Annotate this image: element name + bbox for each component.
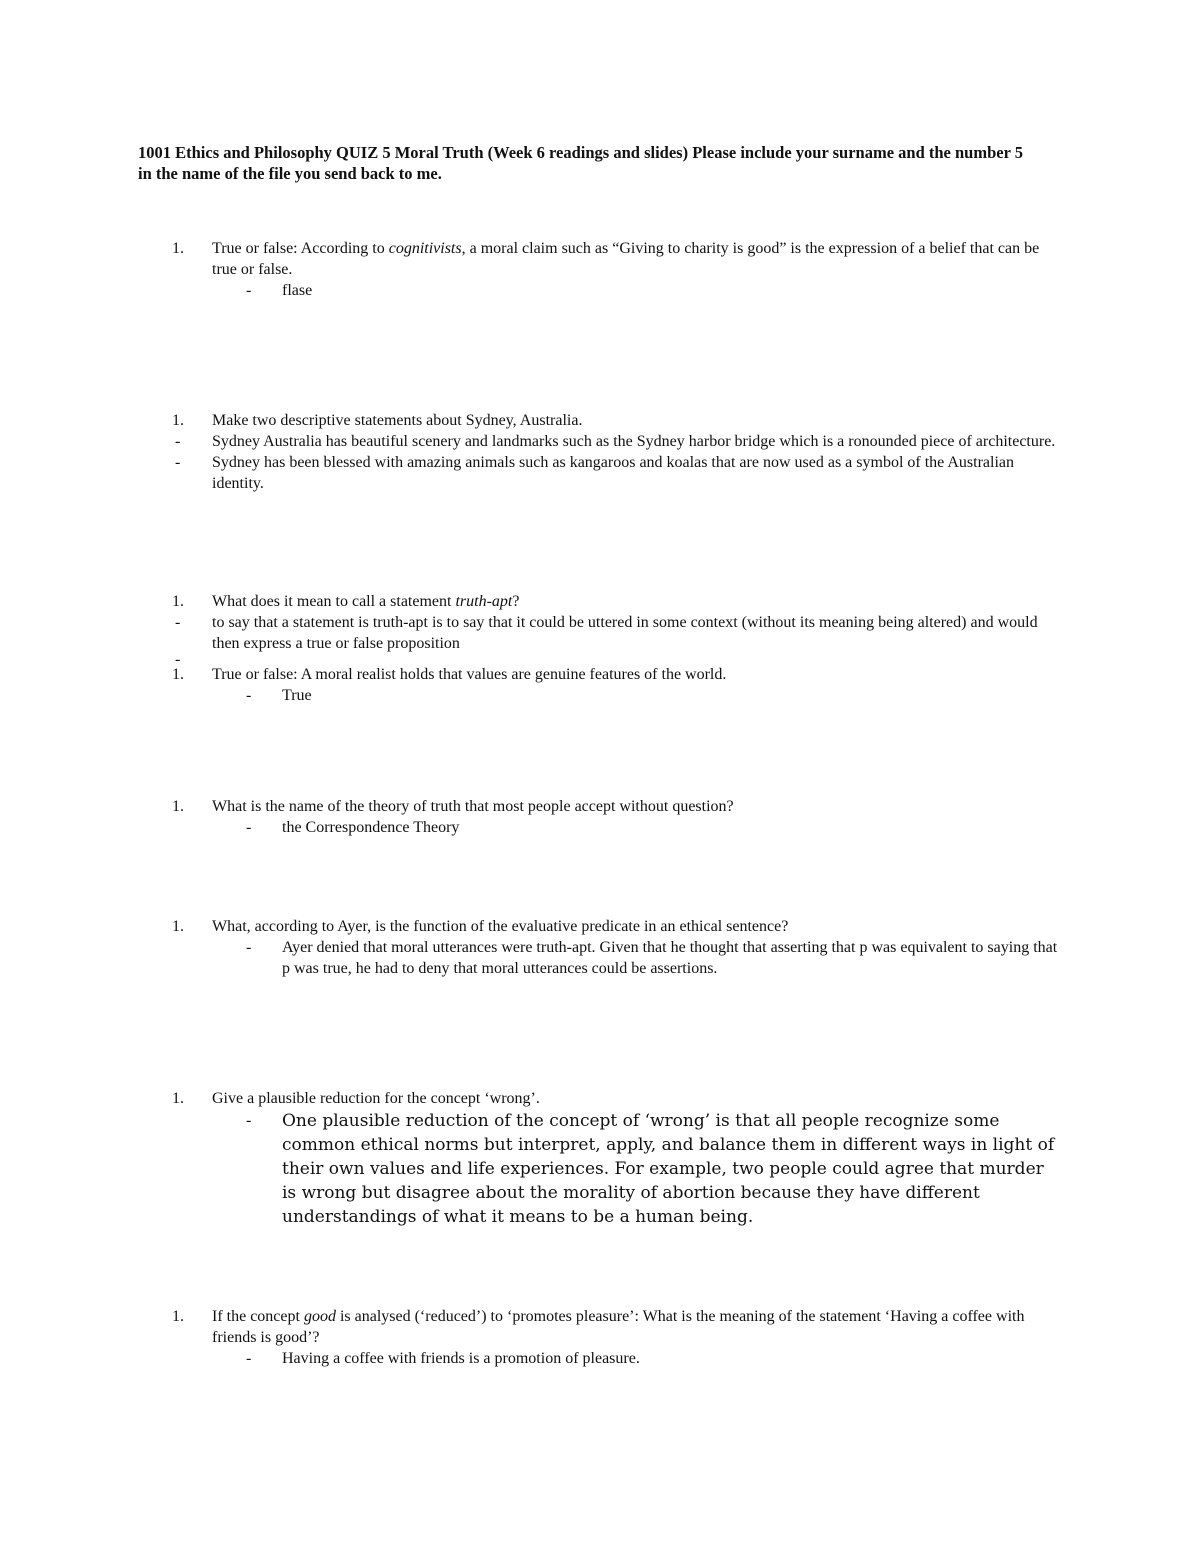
question-3 — [172, 591, 1062, 666]
bullet-dash: - — [246, 1350, 252, 1367]
question-number: 1. — [172, 666, 184, 683]
question-4-prompt: 1. True or false: A moral realist holds that values are genuine features of the world. — [172, 666, 727, 683]
bullet-dash: - — [246, 1112, 252, 1129]
question-6-answer: - Ayer denied that moral utterances were truth-apt. Given that he thought that asserting that p was equivalent to saying that p was true, he had to deny that moral utterances could be assertions. — [246, 939, 1058, 977]
question-3-prompt: 1. What does it mean to call a statement truth-apt? — [172, 593, 520, 610]
question-6 — [172, 916, 1062, 979]
question-2-answer-1: - Sydney Australia has beautiful scenery and landmarks such as the Sydney harbor bridge which is a ronounded piece of architecture. — [175, 433, 1056, 450]
bullet-dash: - — [246, 687, 252, 704]
bullet-dash: - — [175, 614, 181, 631]
question-3-answer-1: - to say that a statement is truth-apt is to say that it could be uttered in some context (without its meaning being altered) and would then express a true or false proposition — [175, 614, 1038, 652]
question-7-answer: - One plausible reduction of the concept of ‘wrong’ is that all people recognize some common ethical norms but interpret, apply, and balance them in different ways in light of their own values and life experiences. For example, two people could agree that murder is wrong but disagree about the morality of abortion because they have different understandings of what it means to be a human being. — [246, 1111, 1055, 1227]
quiz-title: 1001 Ethics and Philosophy QUIZ 5 Moral Truth (Week 6 readings and slides) Please include your surname and the number 5 in the name of the file you send back to me. — [138, 143, 1024, 183]
question-2-answer-2: - Sydney has been blessed with amazing animals such as kangaroos and koalas that are now used as a symbol of the Australian identity. — [175, 454, 1015, 492]
question-4 — [172, 664, 1062, 706]
question-8 — [172, 1306, 1062, 1369]
question-2 — [172, 410, 1062, 494]
question-number: 1. — [172, 1090, 184, 1107]
question-7 — [172, 1088, 1062, 1229]
question-number: 1. — [172, 240, 184, 257]
bullet-dash: - — [246, 939, 252, 956]
question-1 — [172, 238, 1062, 301]
question-5 — [172, 796, 1062, 838]
question-8-prompt: 1. If the concept good is analysed (‘reduced’) to ‘promotes pleasure’: What is the meaning of the statement ‘Having a coffee with friends is good’? — [172, 1308, 1025, 1346]
bullet-dash: - — [175, 651, 181, 668]
question-number: 1. — [172, 918, 184, 935]
question-number: 1. — [172, 1308, 184, 1325]
question-1-prompt: 1. True or false: According to cognitivists, a moral claim such as “Giving to charity is good” is the expression of a belief that can be true or false. — [172, 240, 1040, 278]
bullet-dash: - — [175, 454, 181, 471]
bullet-dash: - — [246, 282, 252, 299]
question-8-answer: - Having a coffee with friends is a promotion of pleasure. — [246, 1350, 640, 1367]
question-5-answer: - the Correspondence Theory — [246, 819, 460, 836]
question-number: 1. — [172, 593, 184, 610]
question-4-answer: - True — [246, 687, 312, 704]
question-2-prompt: 1. Make two descriptive statements about Sydney, Australia. — [172, 412, 583, 429]
question-number: 1. — [172, 412, 184, 429]
question-5-prompt: 1. What is the name of the theory of truth that most people accept without question? — [172, 798, 734, 815]
bullet-dash: - — [175, 433, 181, 450]
question-1-answer: - flase — [246, 282, 313, 299]
question-6-prompt: 1. What, according to Ayer, is the function of the evaluative predicate in an ethical sentence? — [172, 918, 789, 935]
bullet-dash: - — [246, 819, 252, 836]
question-number: 1. — [172, 798, 184, 815]
question-7-prompt: 1. Give a plausible reduction for the concept ‘wrong’. — [172, 1090, 540, 1107]
